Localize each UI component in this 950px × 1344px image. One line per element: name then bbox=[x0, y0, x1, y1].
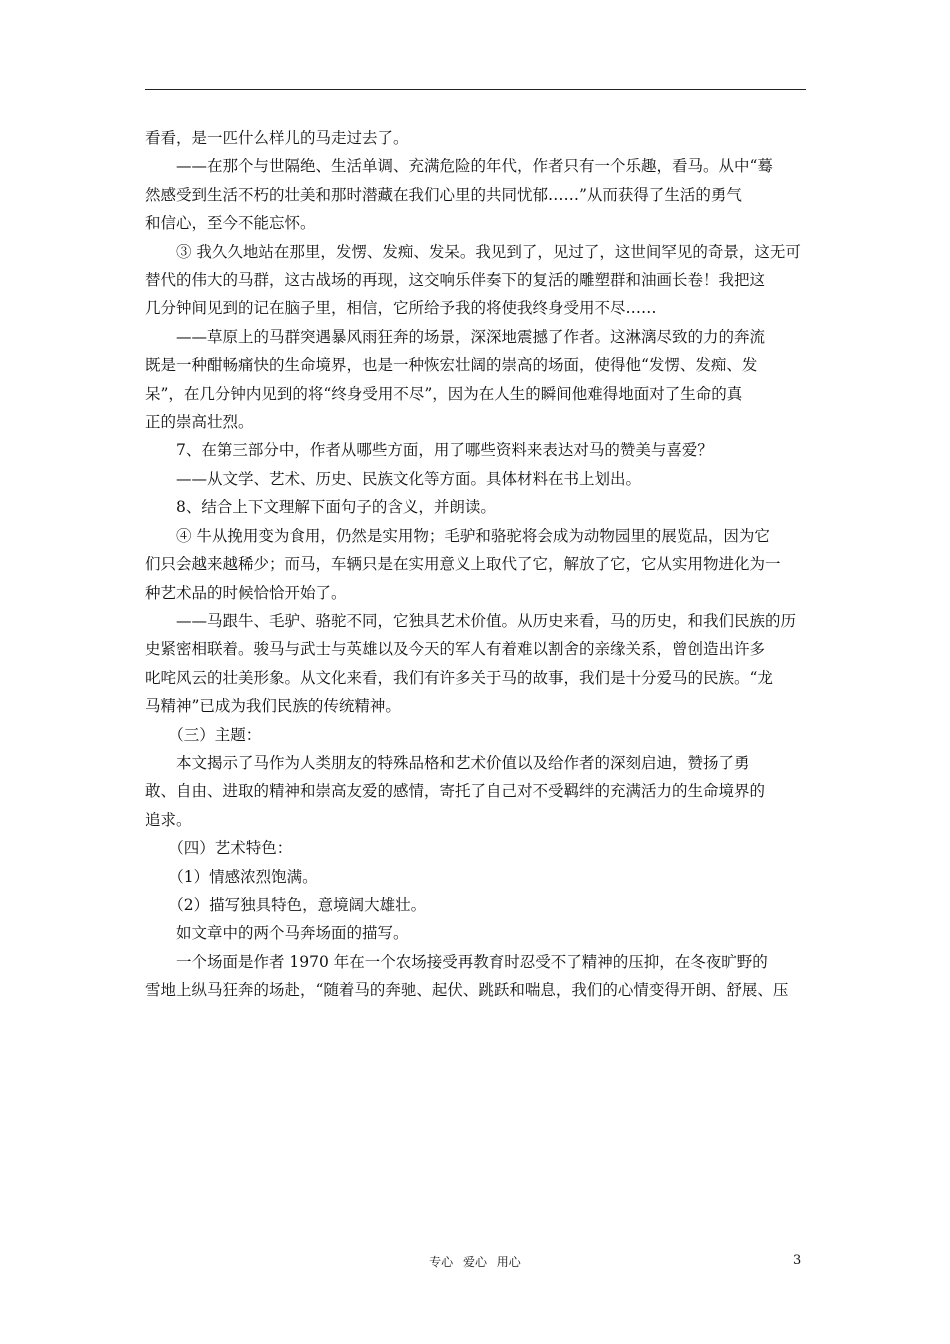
document-body bbox=[145, 124, 806, 1005]
text-line: 8、结合上下文理解下面句子的含义，并朗读。 bbox=[145, 498, 496, 517]
text-line: 既是一种酣畅痛快的生命境界，也是一种恢宏壮阔的崇高的场面，使得他“发愣、发痴、发 bbox=[145, 356, 758, 375]
text-line: 替代的伟大的马群，这古战场的再现，这交响乐伴奏下的复活的雕塑群和油画长卷！我把这 bbox=[145, 271, 766, 290]
text-line: 敢、自由、进取的精神和崇高友爱的感情，寄托了自己对不受羁绊的充满活力的生命境界的 bbox=[145, 782, 766, 801]
page-number: 3 bbox=[793, 1253, 802, 1268]
text-line: ——在那个与世隔绝、生活单调、充满危险的年代，作者只有一个乐趣，看马。从中“蓦 bbox=[145, 157, 773, 176]
text-line: （三）主题： bbox=[145, 725, 262, 744]
text-line: 马精神”已成为我们民族的传统精神。 bbox=[145, 697, 401, 716]
text-line: 和信心，至今不能忘怀。 bbox=[145, 214, 316, 233]
text-line: ④ 牛从挽用变为食用，仍然是实用物；毛驴和骆驼将会成为动物园里的展览品，因为它 bbox=[145, 526, 770, 545]
text-line: 追求。 bbox=[145, 810, 192, 829]
text-line: ——马跟牛、毛驴、骆驼不同，它独具艺术价值。从历史来看，马的历史，和我们民族的历 bbox=[145, 611, 797, 630]
text-line: 然感受到生活不朽的壮美和那时潜藏在我们心里的共同忧郁……”从而获得了生活的勇气 bbox=[145, 185, 742, 204]
text-line: 7、在第三部分中，作者从哪些方面，用了哪些资料来表达对马的赞美与喜爱？ bbox=[145, 441, 713, 460]
text-line: ——草原上的马群突遇暴风雨狂奔的场景，深深地震撼了作者。这淋漓尽致的力的奔流 bbox=[145, 327, 766, 346]
text-line: 种艺术品的时候恰恰开始了。 bbox=[145, 583, 347, 602]
text-line: （四）艺术特色： bbox=[145, 839, 293, 858]
text-line: （1）情感浓烈饱满。 bbox=[145, 867, 318, 886]
text-line: 本文揭示了马作为人类朋友的特殊品格和艺术价值以及给作者的深刻启迪，赞扬了勇 bbox=[145, 753, 750, 772]
text-line: ③ 我久久地站在那里，发愣、发痴、发呆。我见到了，见过了，这世间罕见的奇景，这无可 bbox=[145, 242, 801, 261]
text-line: 呆”，在几分钟内见到的将“终身受用不尽”，因为在人生的瞬间他难得地面对了生命的真 bbox=[145, 384, 743, 403]
text-line: 正的崇高壮烈。 bbox=[145, 413, 254, 432]
text-line: 如文章中的两个马奔场面的描写。 bbox=[145, 924, 409, 943]
text-line: 们只会越来越稀少；而马，车辆只是在实用意义上取代了它，解放了它，它从实用物进化为一 bbox=[145, 555, 781, 574]
text-line: 史紧密相联着。骏马与武士与英雄以及今天的军人有着难以割舍的亲缘关系，曾创造出许多 bbox=[145, 640, 766, 659]
text-line: 一个场面是作者 1970 年在一个农场接受再教育时忍受不了精神的压抑，在冬夜旷野的 bbox=[145, 952, 768, 971]
header-rule bbox=[145, 89, 806, 90]
text-line: ——从文学、艺术、历史、民族文化等方面。具体材料在书上划出。 bbox=[145, 469, 642, 488]
footer-motto: 专心 爱心 用心 bbox=[429, 1255, 521, 1269]
text-line: 叱咤风云的壮美形象。从文化来看，我们有许多关于马的故事，我们是十分爱马的民族。“龙 bbox=[145, 668, 773, 687]
text-line: 看看，是一匹什么样儿的马走过去了。 bbox=[145, 129, 409, 147]
text-line: （2）描写独具特色，意境阔大雄壮。 bbox=[145, 895, 427, 914]
text-line: 几分钟间见到的记在脑子里，相信，它所给予我的将使我终身受用不尽…… bbox=[145, 299, 657, 318]
text-line: 雪地上纵马狂奔的场赴，“随着马的奔驰、起伏、跳跃和喘息，我们的心情变得开朗、舒展、压 bbox=[145, 981, 789, 1000]
